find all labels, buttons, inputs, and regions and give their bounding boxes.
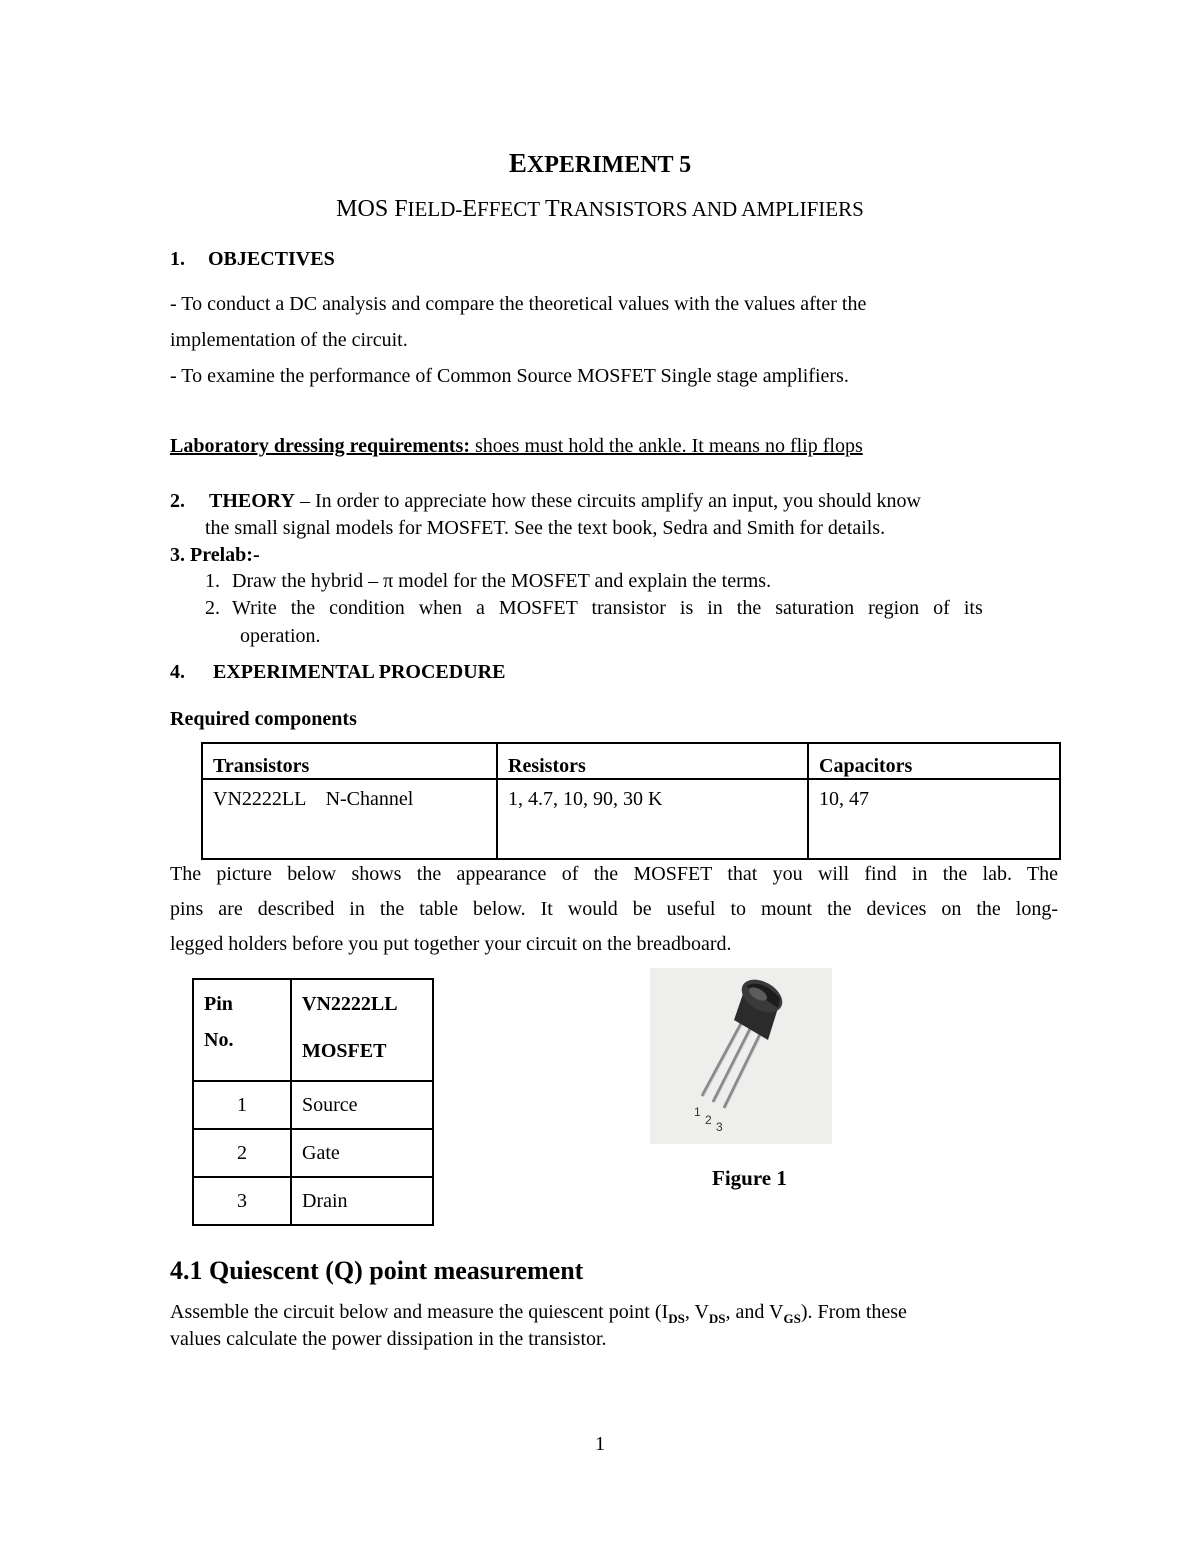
table-row	[193, 1081, 433, 1129]
prelab-item-2: 2. Write the condition when a MOSFET transistor is in the saturation region of its	[205, 597, 983, 619]
cell-resistors: 1, 4.7, 10, 90, 30 K	[497, 779, 808, 859]
pin-table	[192, 978, 434, 1226]
objective-line-2: implementation of the circuit.	[170, 329, 408, 351]
q-point-text-line-2: values calculate the power dissipation in the transistor.	[170, 1328, 607, 1350]
table-row	[193, 1177, 433, 1225]
picture-text-line-2: pins are described in the table below. It would be useful to mount the devices on the long-	[170, 898, 1058, 920]
table-row	[202, 779, 1060, 859]
q-point-text-line-1: Assemble the circuit below and measure the quiescent point ($I_{DS}$, $V_{DS}$, and $V_{GS}$). From these	[170, 1301, 907, 1326]
pin-label-3: 3	[716, 1120, 723, 1134]
page-number: 1	[595, 1433, 605, 1455]
prelab-heading: 3. Prelab:-	[170, 544, 260, 566]
objective-line-1: - To conduct a DC analysis and compare the theoretical values with the values after the	[170, 293, 867, 315]
pin-label-1: 1	[694, 1105, 701, 1119]
pin-table-header	[193, 979, 433, 1081]
pin-function-header: VN2222LL MOSFET	[291, 979, 433, 1081]
objectives-heading: 1. OBJECTIVES	[170, 248, 335, 270]
components-table	[201, 742, 1061, 860]
mosfet-figure	[650, 968, 832, 1144]
table-header-row	[202, 743, 1060, 779]
pin-label-2: 2	[705, 1113, 712, 1127]
theory-line-2: the small signal models for MOSFET. See the text book, Sedra and Smith for details.	[205, 517, 886, 539]
pin-function: Gate	[291, 1129, 433, 1177]
cell-capacitors: 10, 47	[808, 779, 1060, 859]
figure-caption: Figure 1	[712, 1166, 787, 1190]
pin-function: Drain	[291, 1177, 433, 1225]
header-resistors: Resistors	[497, 743, 808, 779]
cell-transistors: VN2222LL N-Channel	[202, 779, 497, 859]
pin-number: 1	[193, 1081, 291, 1129]
pin-number-header: Pin No.	[193, 979, 291, 1081]
page-subtitle: MOS FIELD-EFFECT TRANSISTORS AND AMPLIFIERS	[336, 196, 864, 222]
q-point-heading: 4.1 Quiescent (Q) point measurement	[170, 1256, 584, 1285]
page-title: EXPERIMENT 5	[508, 148, 692, 178]
pin-number: 2	[193, 1129, 291, 1177]
mosfet-transistor-image	[650, 968, 832, 1144]
header-capacitors: Capacitors	[808, 743, 1060, 779]
prelab-item-1: 1. Draw the hybrid – π model for the MOSFET and explain the terms.	[205, 570, 772, 592]
required-components-heading: Required components	[170, 708, 357, 730]
picture-text-line-1: The picture below shows the appearance of the MOSFET that you will find in the lab. The	[170, 863, 1058, 885]
procedure-heading: 4. EXPERIMENTAL PROCEDURE	[170, 661, 506, 683]
pin-number: 3	[193, 1177, 291, 1225]
picture-text-line-3: legged holders before you put together your circuit on the breadboard.	[170, 933, 732, 955]
theory-paragraph: 2. THEORY – In order to appreciate how these circuits amplify an input, you should know	[170, 490, 921, 512]
pin-function: Source	[291, 1081, 433, 1129]
table-row	[193, 1129, 433, 1177]
objective-line-3: - To examine the performance of Common Source MOSFET Single stage amplifiers.	[170, 365, 849, 387]
header-transistors: Transistors	[202, 743, 497, 779]
prelab-item-2-cont: operation.	[240, 625, 321, 647]
dressing-requirements: Laboratory dressing requirements: shoes must hold the ankle. It means no flip flops	[170, 435, 863, 457]
